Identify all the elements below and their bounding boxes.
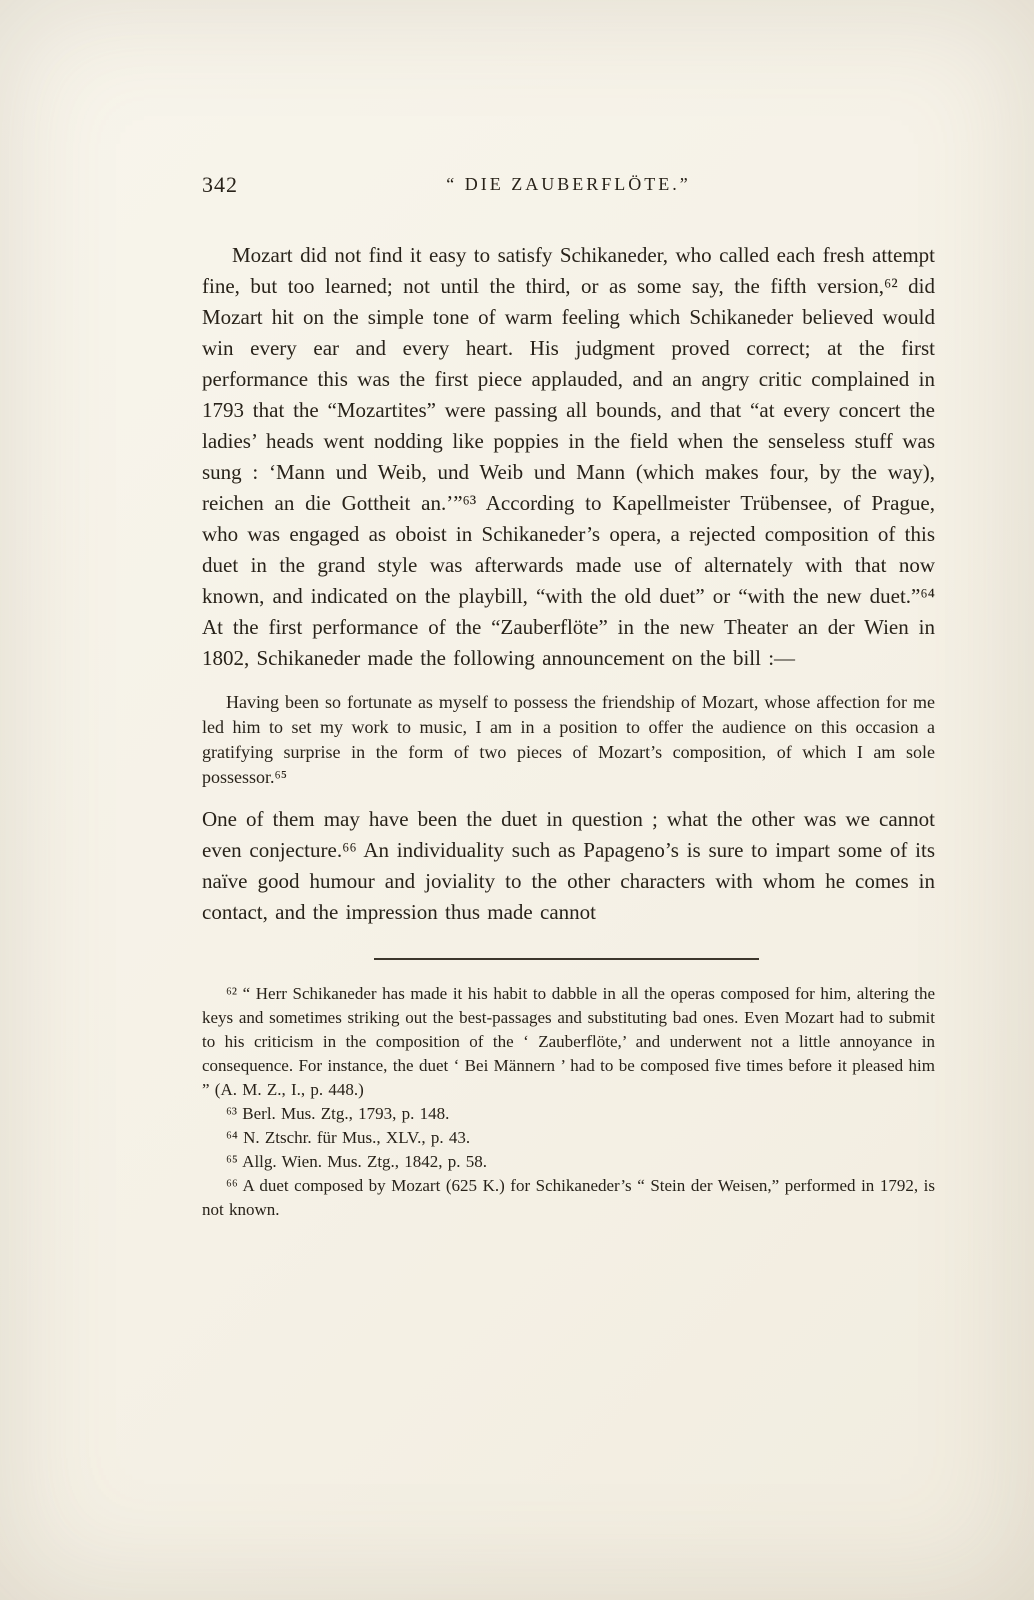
page-body [202, 240, 935, 928]
footnote-section [202, 958, 935, 1222]
footnote-66: ⁶⁶ A duet composed by Mozart (625 K.) for Schikaneder’s “ Stein der Weisen,” performed in 1792, is not known. [202, 1176, 935, 1219]
footnotes-list [202, 982, 935, 1222]
footnote-64: ⁶⁴ N. Ztschr. für Mus., XLV., p. 43. [226, 1128, 471, 1147]
footnote-65: ⁶⁵ Allg. Wien. Mus. Ztg., 1842, p. 58. [226, 1152, 488, 1171]
footnote-separator-rule [374, 958, 759, 960]
announcement-blockquote: Having been so fortunate as myself to possess the friendship of Mozart, whose affection for me led him to set my work to music, I am in a position to offer the audience on this occasion a gratifying surprise in the form of two pieces of Mozart’s composition, of which I am sole possessor.⁶⁵ [202, 692, 935, 787]
page-number: 342 [202, 172, 238, 197]
footnote-62: ⁶² “ Herr Schikaneder has made it his habit to dabble in all the operas composed for him, altering the keys and sometimes striking out the best-passages and substituting bad ones. Even Mozart had to submit to his criticism in the composition of the ‘ Zauberflöte,’ and underwent not a little annoyance in consequence. For instance, the duet ‘ Bei Männern ’ had to be composed five times before it pleased him ” (A. M. Z., I., p. 448.) [202, 984, 935, 1099]
page-header [202, 172, 935, 202]
body-paragraph-1: Mozart did not find it easy to satisfy Schikaneder, who called each fresh attempt fine, but too learned; not until the third, or as some say, the fifth version,⁶² did Mozart hit on the simple tone of warm feeling which Schikaneder believed would win every ear and every heart. His judgment proved correct; at the first performance this was the first piece applauded, and an angry critic complained in 1793 that the “Mozartites” were passing all bounds, and that “at every concert the ladies’ heads went nodding like poppies in the field when the senseless stuff was sung : ‘Mann und Weib, und Weib und Mann (which makes four, by the way), reichen an die Gottheit an.’”⁶³ According to Kapellmeister Trübensee, of Prague, who was engaged as oboist in Schikaneder’s opera, a rejected composition of this duet in the grand style was afterwards made use of alternately with that now known, and indicated on the playbill, “with the old duet” or “with the new duet.”⁶⁴ At the first performance of the “Zauberflöte” in the new Theater an der Wien in 1802, Schikaneder made the following announcement on the bill :— [202, 243, 935, 670]
body-paragraph-2: One of them may have been the duet in question ; what the other was we cannot even conjecture.⁶⁶ An individuality such as Papageno’s is sure to impart some of its naïve good humour and joviality to the other characters with whom he comes in contact, and the impression thus made cannot [202, 807, 935, 924]
footnote-63: ⁶³ Berl. Mus. Ztg., 1793, p. 148. [226, 1104, 450, 1123]
running-title: “ DIE ZAUBERFLÖTE.” [446, 174, 691, 194]
